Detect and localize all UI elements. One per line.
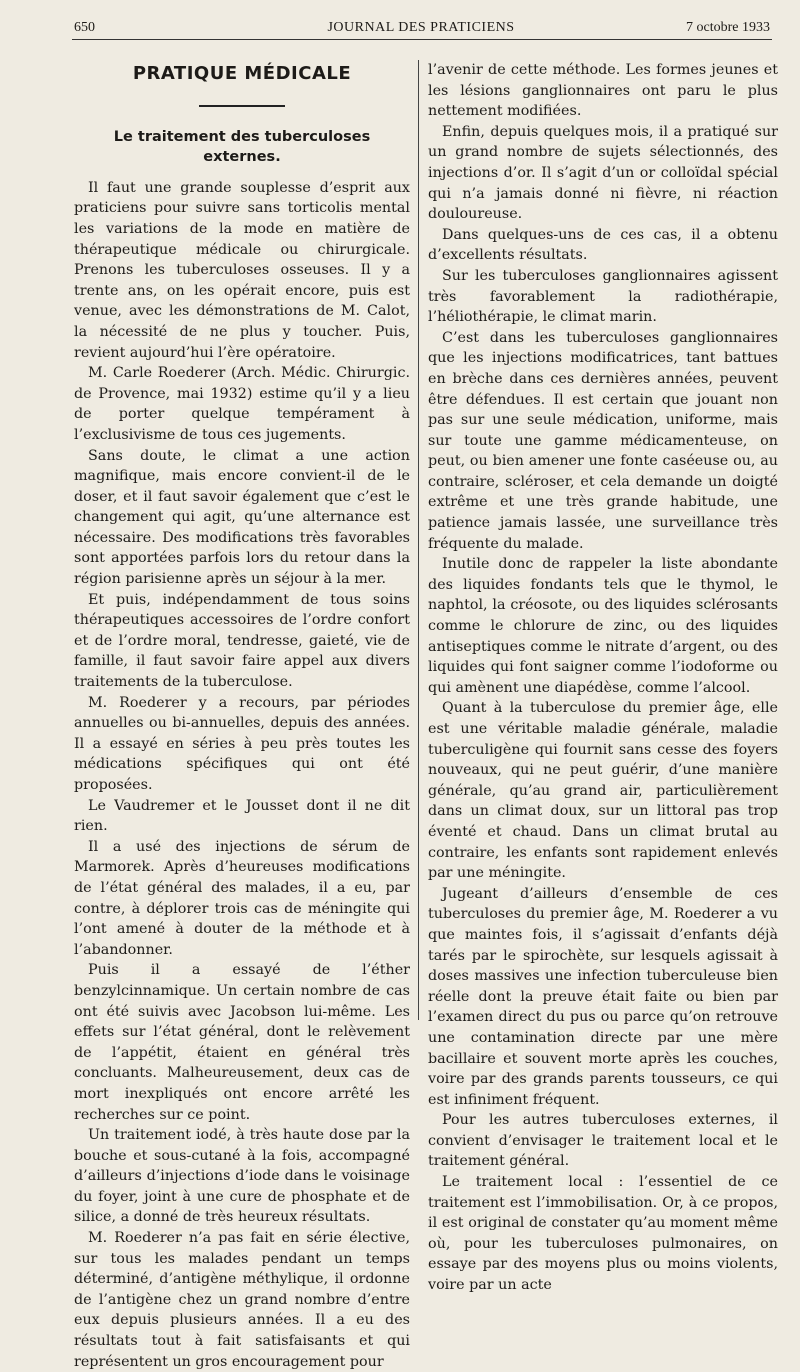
- paragraph: Sans doute, le climat a une action magnifique, mais encore convient-il de le doser, et il faut savoir également que c’est le changement qui agit, qu’une alternance est nécessaire. Des modifications très favorables sont apportées parfois lors du retour dans la région parisienne après un séjour à la mer.: [74, 447, 410, 588]
- running-header: [72, 18, 770, 38]
- journal-title: JOURNAL DES PRATICIENS: [327, 20, 515, 35]
- paragraph: Quant à la tuberculose du premier âge, elle est une véritable maladie générale, maladie tuberculigène qui fournit sans cesse des foyers nouveaux, qui ne peut guérir, d’une manière générale, qu’au grand air, particulièrement dans un climat doux, sur un littoral pas trop éventé et chaud. Dans un climat brutal au contraire, les enfants sont rapidement enlevés par une méningite.: [428, 700, 778, 882]
- paragraph: Et puis, indépendamment de tous soins thérapeutiques accessoires de l’ordre confort et de l’ordre moral, tendresse, gaieté, vie de famille, il faut savoir faire appel aux divers traitements de la tuberculose.: [74, 591, 410, 691]
- paragraph: Enfin, depuis quelques mois, il a pratiqué sur un grand nombre de sujets sélectionnés, des injections d’or. Il s’agit d’un or colloïdal spécial qui n’a jamais donné ni fièvre, ni réaction douloureuse.: [428, 123, 778, 223]
- paragraph: M. Roederer y a recours, par périodes annuelles ou bi-annuelles, depuis des années. Il a essayé en séries à peu près toutes les médications spécifiques qui ont été proposées.: [74, 694, 410, 793]
- section-title: PRATIQUE MÉDICALE: [132, 63, 352, 84]
- paragraph: Pour les autres tuberculoses externes, il convient d’envisager le traitement local et le traitement général.: [428, 1112, 778, 1170]
- issue-date: 7 octobre 1933: [686, 20, 770, 35]
- column-rule: [418, 60, 419, 1020]
- title-rule: [199, 105, 285, 107]
- paragraph: Sur les tuberculoses ganglionnaires agissent très favorablement la radiothérapie, l’héliothérapie, le climat marin.: [428, 267, 778, 326]
- paragraph: Il a usé des injections de sérum de Marmorek. Après d’heureuses modifications de l’état général des malades, il a eu, par contre, à déplorer trois cas de méningite qui l’ont amené à douter de la méthode et à l’abandonner.: [74, 838, 410, 958]
- paragraph: C’est dans les tuberculoses ganglionnaires que les injections modificatrices, tant battues en brèche dans ces dernières années, peuvent être défendues. Il est certain que jouant non pas sur une seule médication, uniforme, mais sur toute une gamme médicamenteuse, on peut, ou bien amener une fonte caséeuse ou, au contraire, scléroser, et cela demande un doigté extrême et une très grande habitude, une patience jamais lassée, une surveillance très fréquente du malade.: [428, 329, 778, 552]
- paragraph: Puis il a essayé de l’éther benzylcinnamique. Un certain nombre de cas ont été suivis avec Jacobson lui-même. Les effets sur l’état général, dont le relèvement de l’appétit, étaient en général très concluants. Malheureusement, deux cas de mort inexpliqués ont encore arrêté les recherches sur ce point.: [74, 962, 410, 1123]
- paragraph: Inutile donc de rappeler la liste abondante des liquides fondants tels que le thymol, le naphtol, la créosote, ou des liquides sclérosants comme le chlorure de zinc, ou des liquides antiseptiques comme le nitrate d’argent, ou des liquides qui font saigner comme l’iodoforme ou qui amènent une diapédèse, comme l’alcool.: [428, 556, 778, 696]
- paragraph: M. Carle Roederer (Arch. Médic. Chirurgic. de Provence, mai 1932) estime qu’il y a lieu de porter quelque tempérament à l’exclusivisme de tous ces jugements.: [74, 365, 410, 443]
- paragraph: Un traitement iodé, à très haute dose par la bouche et sous-cutané à la fois, accompagné d’ailleurs d’injections d’iode dans le voisinage du foyer, joint à une cure de phosphate et de silice, a donné de très heureux résultats.: [74, 1127, 410, 1226]
- paragraph: Le Vaudremer et le Jousset dont il ne dit rien.: [74, 797, 410, 835]
- paragraph: Il faut une grande souplesse d’esprit aux praticiens pour suivre sans torticolis mental les variations de la mode en matière de thérapeutique médicale ou chirurgicale. Prenons les tuberculoses osseuses. Il y a trente ans, on les opérait encore, puis est venue, avec les démonstrations de M. Calot, la nécessité de ne plus y toucher. Puis, revient aujourd’hui l’ère opératoire.: [74, 179, 410, 361]
- paragraph: Le traitement local : l’essentiel de ce traitement est l’immobilisation. Or, à ce propos, il est original de constater qu’au moment même où, pour les tuberculoses pulmonaires, on essaye par des moyens plus ou moins violents, voire par un acte: [428, 1174, 778, 1294]
- paragraph: Dans quelques-uns de ces cas, il a obtenu d’excellents résultats.: [428, 226, 778, 264]
- left-column: [74, 58, 410, 1372]
- page-number: 650: [74, 20, 95, 35]
- right-column: [428, 60, 778, 1296]
- paragraph: M. Roederer n’a pas fait en série élective, sur tous les malades pendant un temps déterminé, d’antigène méthylique, il ordonne de l’antigène chez un grand nombre d’entre eux depuis plusieurs années. Il a eu des résultats tout à fait satisfaisants et qui représentent un gros encouragement pour: [74, 1230, 410, 1370]
- paragraph: Jugeant d’ailleurs d’ensemble de ces tuberculoses du premier âge, M. Roederer a vu que maintes fois, il s’agissait d’enfants déjà tarés par le spirochète, sur lesquels agissait à doses massives une infection tuberculeuse bien réelle dont la preuve était faite ou bien par l’examen direct du pus ou parce qu’on retrouve une contamination directe par une mère bacillaire et souvent morte après les couches, voire par des grands parents tousseurs, ce qui est infiniment fréquent.: [428, 885, 778, 1108]
- article-title: Le traitement des tuberculoses externes.: [113, 128, 371, 166]
- header-rule: [72, 39, 772, 40]
- paragraph: l’avenir de cette méthode. Les formes jeunes et les lésions ganglionnaires ont paru le plus nettement modifiées.: [428, 62, 778, 120]
